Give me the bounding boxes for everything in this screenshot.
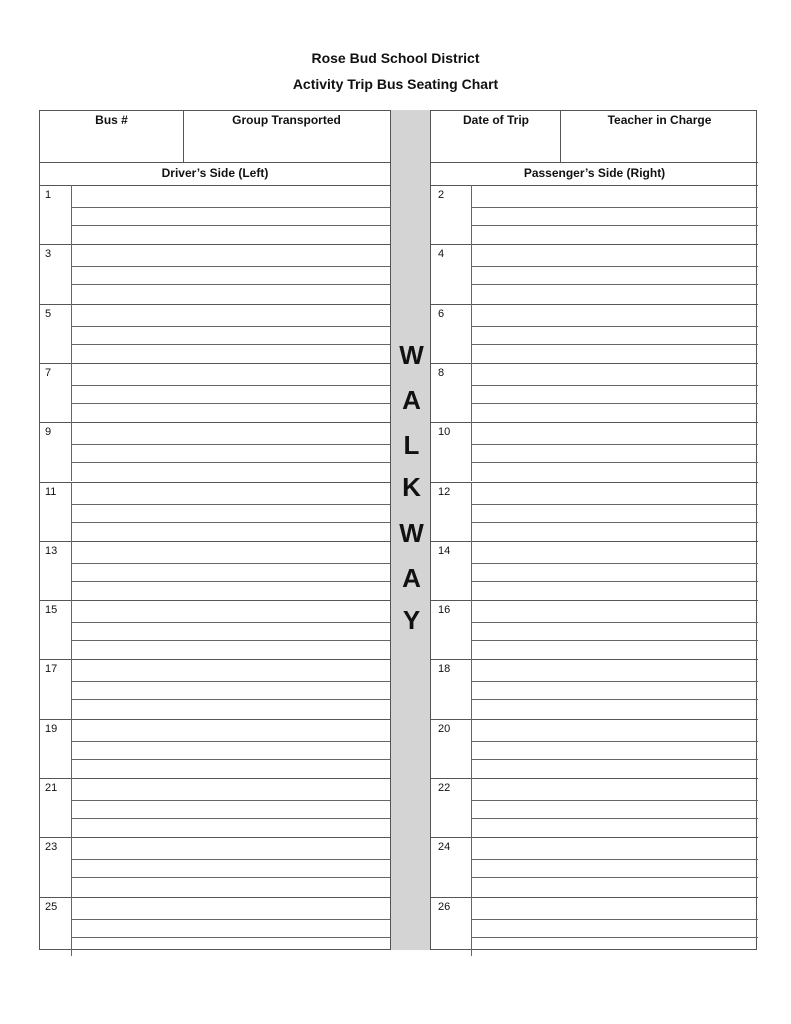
name-line xyxy=(71,699,390,700)
walkway-letter: W xyxy=(399,518,424,548)
seat-block-line xyxy=(40,363,390,364)
date-of-trip-label: Date of Trip xyxy=(462,113,529,127)
seat-number: 24 xyxy=(438,841,451,854)
name-line xyxy=(71,462,390,463)
walkway-letter: A xyxy=(402,385,421,415)
name-line xyxy=(471,385,758,386)
seat-number: 14 xyxy=(438,544,451,557)
name-line xyxy=(471,622,758,623)
name-line xyxy=(471,284,758,285)
seat-block-line xyxy=(431,659,758,660)
seat-number: 13 xyxy=(45,544,58,557)
walkway-letter: Y xyxy=(402,605,421,635)
name-line xyxy=(471,522,758,523)
header-divider xyxy=(560,111,561,163)
name-line xyxy=(471,462,758,463)
seat-number-divider xyxy=(71,897,72,956)
name-line xyxy=(71,225,390,226)
seat-number: 3 xyxy=(45,248,52,261)
seat-number: 4 xyxy=(438,248,445,261)
seat-number-divider xyxy=(71,363,72,422)
seat-number: 5 xyxy=(45,307,52,320)
seat-block-line xyxy=(431,244,758,245)
seat-block-line xyxy=(40,541,390,542)
seat-block-line xyxy=(431,837,758,838)
name-line xyxy=(71,640,390,641)
name-line xyxy=(471,699,758,700)
seat-block-line xyxy=(431,897,758,898)
seat-number-divider xyxy=(71,600,72,659)
name-line xyxy=(471,444,758,445)
bus-number-label: Bus # xyxy=(95,113,128,127)
seat-number-divider xyxy=(71,659,72,718)
seat-number-divider xyxy=(471,482,472,541)
header-bottom-line xyxy=(431,162,758,163)
seat-number-divider xyxy=(471,244,472,303)
chart-title: Activity Trip Bus Seating Chart xyxy=(292,76,499,92)
seat-number: 6 xyxy=(438,307,445,320)
seat-number-divider xyxy=(471,422,472,481)
name-line xyxy=(471,800,758,801)
name-line xyxy=(471,207,758,208)
name-line xyxy=(71,877,390,878)
seat-number-divider xyxy=(71,778,72,837)
seat-number: 12 xyxy=(438,485,451,498)
group-transported-label: Group Transported xyxy=(232,113,341,127)
name-line xyxy=(71,681,390,682)
name-line xyxy=(71,385,390,386)
seat-number-divider xyxy=(471,897,472,956)
seat-number-divider xyxy=(471,837,472,896)
name-line xyxy=(71,859,390,860)
seat-block-line xyxy=(431,778,758,779)
name-line xyxy=(71,919,390,920)
name-line xyxy=(71,937,390,938)
name-line xyxy=(471,225,758,226)
seat-number: 26 xyxy=(438,900,451,913)
side-label-line xyxy=(40,185,390,186)
name-line xyxy=(471,640,758,641)
seat-number: 11 xyxy=(45,485,57,498)
seat-block-line xyxy=(40,482,390,483)
name-line xyxy=(71,504,390,505)
name-line xyxy=(471,859,758,860)
seat-number: 22 xyxy=(438,782,451,794)
seat-block-line xyxy=(40,719,390,720)
seat-number: 21 xyxy=(45,782,58,794)
walkway-letter: W xyxy=(399,340,424,370)
name-line xyxy=(71,266,390,267)
name-line xyxy=(471,581,758,582)
seat-number: 1 xyxy=(45,189,52,201)
header-divider xyxy=(183,111,184,163)
seat-number-divider xyxy=(471,185,472,244)
seat-block-line xyxy=(431,304,758,305)
seat-number-divider xyxy=(471,659,472,718)
seating-chart xyxy=(39,110,757,950)
teacher-in-charge-label: Teacher in Charge xyxy=(607,113,712,127)
header-bottom-line xyxy=(40,162,390,163)
seat-number: 19 xyxy=(45,722,58,735)
name-line xyxy=(71,818,390,819)
seat-number-divider xyxy=(71,482,72,541)
name-line xyxy=(71,284,390,285)
seat-number-divider xyxy=(71,185,72,244)
walkway-letter: A xyxy=(402,563,421,593)
seat-number: 25 xyxy=(45,900,58,913)
name-line xyxy=(471,563,758,564)
seat-number-divider xyxy=(471,363,472,422)
name-line xyxy=(471,403,758,404)
seat-number: 18 xyxy=(438,663,451,676)
name-line xyxy=(471,919,758,920)
walkway-letter: L xyxy=(403,430,420,460)
seat-block-line xyxy=(40,422,390,423)
walkway-aisle xyxy=(390,110,431,950)
seat-block-line xyxy=(40,244,390,245)
seat-number-divider xyxy=(471,719,472,778)
name-line xyxy=(471,741,758,742)
passengers-side-label: Passenger’s Side (Right) xyxy=(523,166,666,180)
name-line xyxy=(471,681,758,682)
seat-number-divider xyxy=(71,837,72,896)
seat-number: 2 xyxy=(438,189,445,201)
name-line xyxy=(71,563,390,564)
name-line xyxy=(71,741,390,742)
seat-number-divider xyxy=(71,244,72,303)
seat-number: 9 xyxy=(45,426,52,439)
seat-number-divider xyxy=(471,600,472,659)
seat-number: 8 xyxy=(438,366,445,379)
district-title: Rose Bud School District xyxy=(311,50,480,66)
seat-block-line xyxy=(40,897,390,898)
seat-block-line xyxy=(431,422,758,423)
seat-number-divider xyxy=(471,778,472,837)
seat-block-line xyxy=(431,719,758,720)
seat-number: 16 xyxy=(438,604,451,617)
seat-block-line xyxy=(40,778,390,779)
seat-number: 10 xyxy=(438,426,451,439)
name-line xyxy=(471,818,758,819)
name-line xyxy=(71,344,390,345)
seat-block-line xyxy=(40,600,390,601)
name-line xyxy=(71,326,390,327)
seat-number: 7 xyxy=(45,366,52,379)
name-line xyxy=(71,444,390,445)
name-line xyxy=(71,800,390,801)
seat-number: 23 xyxy=(45,841,58,854)
seat-number-divider xyxy=(71,422,72,481)
name-line xyxy=(471,504,758,505)
name-line xyxy=(71,522,390,523)
seat-number-divider xyxy=(471,541,472,600)
seat-block-line xyxy=(40,659,390,660)
name-line xyxy=(471,266,758,267)
name-line xyxy=(71,207,390,208)
name-line xyxy=(471,344,758,345)
seat-block-line xyxy=(431,541,758,542)
drivers-side-label: Driver’s Side (Left) xyxy=(161,166,269,180)
name-line xyxy=(471,759,758,760)
name-line xyxy=(471,937,758,938)
name-line xyxy=(71,581,390,582)
side-label-line xyxy=(431,185,758,186)
seat-block-line xyxy=(40,837,390,838)
name-line xyxy=(71,759,390,760)
seat-number: 15 xyxy=(45,604,58,617)
name-line xyxy=(71,622,390,623)
seat-number: 17 xyxy=(45,663,58,676)
seat-number-divider xyxy=(471,304,472,363)
seat-block-line xyxy=(431,363,758,364)
seat-number: 20 xyxy=(438,722,451,735)
name-line xyxy=(471,326,758,327)
name-line xyxy=(471,877,758,878)
seat-block-line xyxy=(40,304,390,305)
seat-number-divider xyxy=(71,719,72,778)
seat-number-divider xyxy=(71,541,72,600)
walkway-letter: K xyxy=(402,472,421,502)
seat-block-line xyxy=(431,482,758,483)
name-line xyxy=(71,403,390,404)
seat-block-line xyxy=(431,600,758,601)
seat-number-divider xyxy=(71,304,72,363)
